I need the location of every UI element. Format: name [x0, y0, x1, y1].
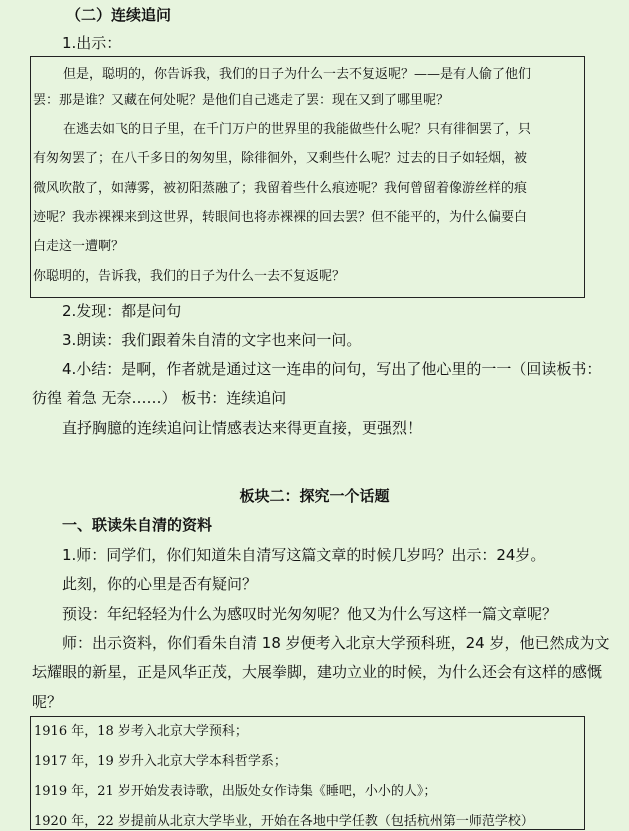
quote-line: 罢：那是谁？又藏在何处呢？是他们自己逃走了罢：现在又到了哪里呢？: [33, 93, 450, 108]
quote-line: 你聪明的，告诉我，我们的日子为什么一去不复返呢？: [33, 269, 346, 284]
quote-line: 有匆匆罢了；在八千多日的匆匆里，除徘徊外，又剩些什么呢？过去的日子如轻烟，被: [33, 151, 528, 166]
quote-line: 微风吹散了，如薄雾，被初阳蒸融了；我留着些什么痕迹呢？我何曾留着像游丝样的痕: [33, 181, 528, 196]
quote-box: [30, 56, 585, 298]
section-title: （二）连续追问: [66, 6, 172, 24]
bio-line: 1920 年，22 岁提前从北京大学毕业，开始在各地中学任教（包括杭州第一师范学校）: [34, 814, 534, 829]
preset-answer: 预设：年纪轻轻为什么为感叹时光匆匆呢？他又为什么写这样一篇文章呢？: [62, 605, 558, 623]
read-aloud-item: 3.朗读：我们跟着朱自清的文字也来问一问。: [62, 331, 362, 349]
block2-subtitle: 一、联读朱自清的资料: [62, 516, 213, 534]
summary-item-line-2: 彷徨 着急 无奈……） 板书：连续追问: [32, 389, 287, 407]
teacher-line-1: 师：出示资料，你们看朱自清 18 岁便考入北京大学预科班，24 岁，他已然成为文: [62, 634, 610, 652]
bio-line: 1917 年，19 岁升入北京大学本科哲学系；: [34, 754, 287, 769]
show-label: 1.出示：: [62, 34, 122, 52]
quote-line: 但是，聪明的，你告诉我，我们的日子为什么一去不复返呢？——是有人偷了他们: [63, 67, 532, 82]
quote-line: 白走这一遭啊？: [33, 239, 125, 254]
question-1: 1.师：同学们，你们知道朱自清写这篇文章的时候几岁吗？出示：24岁。: [62, 546, 546, 564]
discover-item: 2.发现：都是问句: [62, 302, 182, 320]
bio-line: 1916 年，18 岁考入北京大学预科；: [34, 724, 248, 739]
direct-expression-line: 直抒胸臆的连续追问让情感表达来得更直接，更强烈！: [62, 419, 423, 437]
teacher-line-3: 呢？: [32, 693, 63, 711]
quote-line: 迹呢？我赤裸裸来到这世界，转眼间也将赤裸裸的回去罢？但不能平的，为什么偏要白: [33, 210, 528, 225]
question-2: 此刻，你的心里是否有疑问？: [62, 575, 258, 593]
block2-title: 板块二：探究一个话题: [239, 487, 390, 505]
teacher-line-2: 坛耀眼的新星，正是风华正茂，大展拳脚，建功立业的时候，为什么还会有这样的感慨: [32, 663, 603, 681]
bio-box: [30, 716, 585, 830]
bio-line: 1919 年，21 岁开始发表诗歌，出版处女作诗集《睡吧，小小的人》；: [34, 784, 437, 799]
summary-item-line-1: 4.小结：是啊，作者就是通过这一连串的问句，写出了他心里的一一（回读板书：: [62, 360, 602, 378]
quote-line: 在逃去如飞的日子里，在千门万户的世界里的我能做些什么呢？只有徘徊罢了，只: [63, 122, 532, 137]
